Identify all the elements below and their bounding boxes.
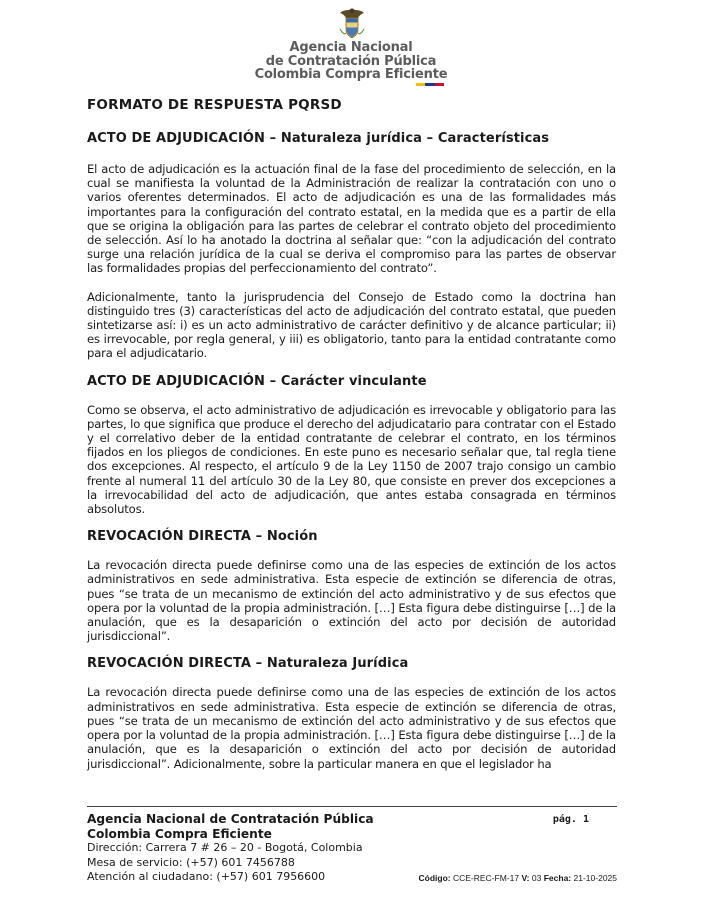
section-paragraph: La revocación directa puede definirse como una de las especies de extinción de los actos administrativos en sede administrativa. Esta especie de extinción se diferencia de otras, pues “se trata de un mecanismo de extinción del acto administrativo y de sus efectos que opera por la voluntad de la propia administración. […] Esta figura debe distinguirse […] de la anulación, que es la desaparición o extinción del acto por decisión de autoridad jurisdiccional”. Adicionalmente, sobre la particular manera en que el legislador ha (87, 685, 616, 771)
footer-service-desk: Mesa de servicio: (+57) 601 7456788 (87, 855, 295, 869)
section-paragraph: El acto de adjudicación es la actuación final de la fase del procedimiento de selección, en la cual se manifiesta la voluntad de la Administración de realizar la contratación con uno o varios oferentes determinados. El acto de adjudicación es una de las formalidades más importantes para la configuración del contrato estatal, en la medida que es a partir de ella que se origina la obligación para las partes de celebrar el contrato objeto del procedimiento de selección. Así lo ha anotado la doctrina al señalar que: “con la adjudicación del contrato surge una relación jurídica de la cual se deriva el compromiso para las partes de observar las formalidades propias del perfeccionamiento del contrato”. (87, 162, 616, 276)
coat-of-arms-icon (334, 5, 370, 41)
agency-line: Colombia Compra Eficiente (254, 67, 448, 82)
page-footer (87, 812, 617, 892)
date-label: Fecha: (543, 873, 572, 883)
section-paragraph: Como se observa, el acto administrativo de adjudicación es irrevocable y obligatorio para las partes, lo que significa que produce el derecho del adjudicatario para contratar con el Estado y el correlativo deber de la entidad contratante de celebrar el contrato, en los términos fijados en los pliegos de condiciones. En este puno es necesario señalar que, tal regla tiene dos excepciones. Al respecto, el artículo 9 de la Ley 1150 de 2007 trajo consigo un cambio frente al numeral 11 del artículo 30 de la Ley 80, que consiste en prever dos excepciones a la irrevocabilidad del acto de adjudicación, que antes estaba consagrada en términos absolutos. (87, 402, 616, 517)
flag-blue (425, 83, 434, 86)
agency-logo-text (236, 41, 466, 82)
section-paragraph: La revocación directa puede definirse como una de las especies de extinción de los actos administrativos en sede administrativa. Esta especie de extinción se diferencia de otras, pues “se trata de un mecanismo de extinción del acto administrativo y de sus efectos que opera por la voluntad de la propia administración. […] Esta figura debe distinguirse […] de la anulación, que es la desaparición o extinción del acto por decisión de autoridad jurisdiccional”. (87, 558, 616, 644)
code-label: Código: (418, 873, 451, 883)
footer-agency-name: Agencia Nacional de Contratación Pública (87, 812, 374, 826)
footer-address: Dirección: Carrera 7 # 26 – 20 - Bogotá, Colombia (87, 841, 363, 854)
footer-citizen-line: Atención al ciudadano: (+57) 601 7956600 (87, 870, 326, 883)
section-title: ACTO DE ADJUDICACIÓN – Carácter vinculante (87, 373, 427, 389)
date-value: 21-10-2025 (573, 873, 617, 883)
section-title: ACTO DE ADJUDICACIÓN – Naturaleza jurídica – Características (87, 131, 550, 146)
footer-divider (87, 806, 617, 807)
page-number: pág. 1 (552, 814, 589, 825)
version-value: 03 (531, 873, 542, 883)
section-title: REVOCACIÓN DIRECTA – Noción (87, 529, 318, 545)
page-header (0, 0, 703, 92)
version-label: V: (521, 873, 530, 883)
colombia-flag-stripe (416, 83, 444, 86)
flag-yellow (416, 83, 425, 86)
footer-agency-subname: Colombia Compra Eficiente (87, 826, 272, 841)
section-paragraph: Adicionalmente, tanto la jurisprudencia del Consejo de Estado como la doctrina han distinguido tres (3) características del acto de adjudicación del contrato estatal, que pueden sintetizarse así: i) es un acto administrativo de carácter definitivo y de alcance particular; ii) es irrevocable, por regla general, y iii) es obligatorio, tanto para la entidad contratante como para el adjudicatario. (87, 289, 616, 361)
document-title: FORMATO DE RESPUESTA PQRSD (87, 97, 342, 113)
document-code (419, 873, 618, 883)
section-title: REVOCACIÓN DIRECTA – Naturaleza Jurídica (87, 656, 409, 672)
agency-line: de Contratación Pública (265, 53, 437, 69)
flag-red (435, 83, 444, 86)
code-value: CCE-REC-FM-17 (452, 873, 520, 883)
document-body (87, 96, 616, 771)
agency-line: Agencia Nacional (289, 40, 413, 55)
